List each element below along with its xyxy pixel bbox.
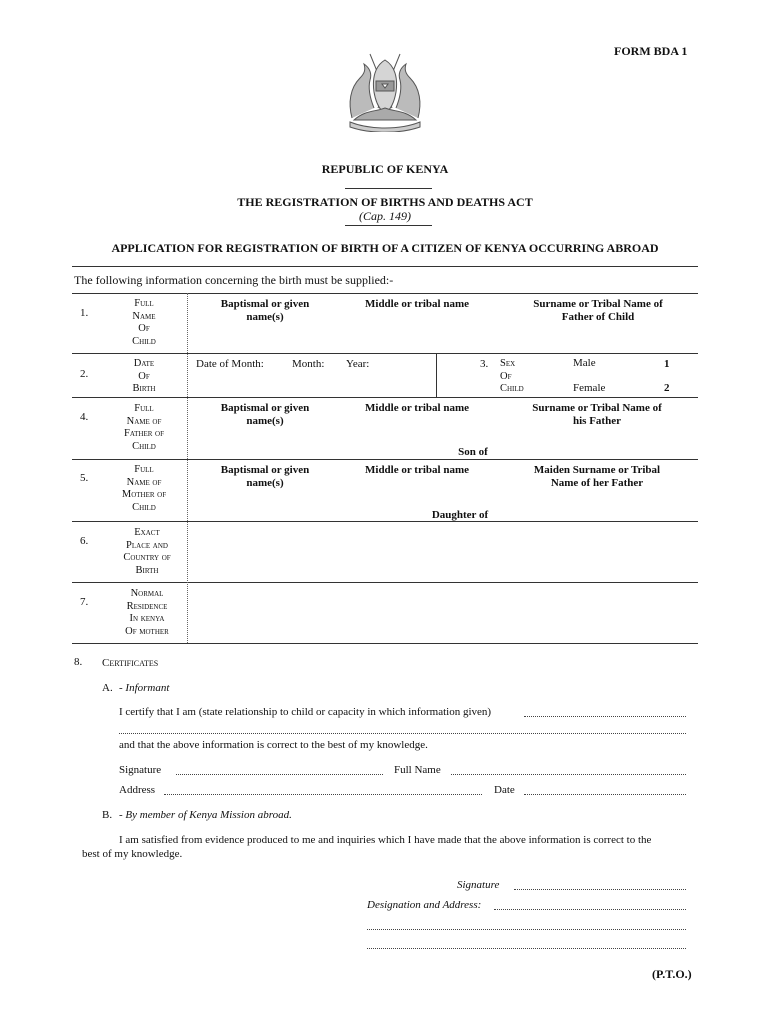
given-name-header: Baptismal or given name(s): [220, 298, 310, 323]
date-sex-divider: [436, 353, 437, 397]
full-name-field[interactable]: [451, 774, 686, 775]
row-label-mother-name: [104, 464, 184, 514]
coat-of-arms-icon: [340, 48, 430, 132]
label-line: Child: [132, 501, 156, 513]
label-line: Full: [134, 403, 154, 414]
sex-of-child-label: [500, 358, 540, 396]
label-line: Residence: [126, 600, 168, 612]
satisfied-text-line-2: best of my knowledge.: [82, 848, 183, 860]
month-label: Month:: [292, 358, 325, 370]
label-line: Full: [134, 298, 154, 309]
row-number: 1.: [80, 307, 89, 319]
designation-field-line-3[interactable]: [367, 948, 686, 949]
republic-heading: REPUBLIC OF KENYA: [321, 162, 449, 176]
certificates-number: 8.: [74, 656, 83, 668]
relationship-field[interactable]: [524, 716, 686, 717]
daughter-of-label: Daughter of: [431, 509, 489, 521]
female-option[interactable]: Female: [573, 382, 606, 394]
label-line: Exact: [134, 527, 160, 538]
label-line: Name of: [126, 415, 162, 427]
row-number: 6.: [80, 535, 89, 547]
section-a-label: A.: [102, 682, 113, 694]
label-line: Sex: [500, 358, 516, 369]
divider: [345, 188, 432, 189]
tribal-name-header: Middle or tribal name: [365, 298, 469, 310]
label-line: Of: [138, 323, 150, 334]
row-label-date-of-birth: [104, 358, 184, 396]
row-number: 4.: [80, 411, 89, 423]
row-label-place-of-birth: [104, 527, 190, 577]
label-line: Of: [500, 370, 512, 382]
label-line: Country of: [123, 552, 171, 563]
label-line: Of: [138, 370, 150, 382]
address-field[interactable]: [164, 794, 482, 795]
mother-maiden-name-header: Maiden Surname or Tribal Name of her Father: [533, 464, 661, 489]
row-divider: [72, 582, 698, 583]
label-line: Mother of: [121, 489, 167, 500]
row-label-full-name-of-child: [104, 298, 184, 348]
act-heading: THE REGISTRATION OF BIRTHS AND DEATHS ACT: [237, 195, 533, 209]
label-line: Father of: [124, 428, 164, 439]
designation-field[interactable]: [494, 909, 686, 910]
pto-label: (P.T.O.): [652, 967, 692, 981]
male-code: 1: [664, 358, 670, 370]
row-divider: [72, 459, 698, 460]
label-line: Child: [132, 440, 156, 452]
row-divider: [72, 397, 698, 398]
row-number: 5.: [80, 472, 89, 484]
label-line: Birth: [132, 383, 156, 394]
informant-signature-field[interactable]: [176, 774, 383, 775]
son-of-label: Son of: [458, 446, 488, 458]
informant-signature-label: Signature: [119, 764, 162, 776]
rule: [72, 266, 698, 267]
section-b-label: B.: [102, 809, 113, 821]
label-line: Date: [133, 358, 155, 369]
mission-signature-field[interactable]: [514, 889, 686, 890]
label-line: Full: [134, 464, 154, 475]
designation-label: Designation and Address:: [367, 899, 482, 911]
label-line: Name of: [126, 476, 162, 488]
correct-text: and that the above information is correct to the best of my knowledge.: [119, 739, 428, 751]
address-label: Address: [119, 784, 156, 796]
label-line: Place and: [126, 539, 168, 551]
row-divider: [72, 521, 698, 522]
row-number: 2.: [80, 368, 89, 380]
mother-tribal-name-header: Middle or tribal name: [365, 464, 469, 476]
label-line: Normal: [130, 588, 164, 599]
father-surname-header: Surname or Tribal Name of his Father: [532, 402, 662, 427]
full-name-label: Full Name: [394, 764, 441, 776]
date-label: Date: [494, 784, 515, 796]
label-line: Name: [132, 310, 156, 322]
certificates-title: Certificates: [102, 657, 159, 669]
father-tribal-name-header: Middle or tribal name: [365, 402, 469, 414]
row-number: 7.: [80, 596, 89, 608]
male-option[interactable]: Male: [573, 357, 596, 369]
row-divider: [72, 353, 698, 354]
label-line: Birth: [135, 564, 159, 576]
certify-text: I certify that I am (state relationship to child or capacity in which information given): [119, 706, 492, 718]
row-label-residence: [104, 588, 190, 638]
label-line: Child: [500, 383, 524, 394]
divider: [345, 225, 432, 226]
label-line: Child: [132, 335, 156, 347]
mission-title: - By member of Kenya Mission abroad.: [119, 809, 292, 821]
cap-reference: (Cap. 149): [359, 209, 411, 223]
relationship-field-continued[interactable]: [119, 733, 686, 734]
sex-number: 3.: [480, 358, 489, 370]
designation-field-line-2[interactable]: [367, 929, 686, 930]
date-field[interactable]: [524, 794, 686, 795]
application-heading: APPLICATION FOR REGISTRATION OF BIRTH OF A CITIZEN OF KENYA OCCURRING ABROAD: [111, 241, 659, 255]
intro-text: The following information concerning the birth must be supplied:-: [74, 273, 394, 287]
year-label: Year:: [346, 358, 370, 370]
rule: [72, 293, 698, 294]
row-divider: [72, 643, 698, 644]
label-line: In kenya: [129, 613, 165, 624]
form-code: FORM BDA 1: [614, 44, 688, 58]
row-label-father-name: [104, 403, 184, 453]
label-line: Of mother: [125, 625, 169, 637]
informant-title: - Informant: [119, 682, 170, 694]
date-of-month-label: Date of Month:: [196, 358, 264, 370]
female-code: 2: [664, 382, 670, 394]
surname-header: Surname or Tribal Name of Father of Child: [533, 298, 663, 323]
mother-given-name-header: Baptismal or given name(s): [220, 464, 310, 489]
mission-signature-label: Signature: [457, 879, 500, 891]
father-given-name-header: Baptismal or given name(s): [220, 402, 310, 427]
satisfied-text-line-1: I am satisfied from evidence produced to me and inquiries which I have made that the above information is correct to the: [119, 834, 652, 846]
